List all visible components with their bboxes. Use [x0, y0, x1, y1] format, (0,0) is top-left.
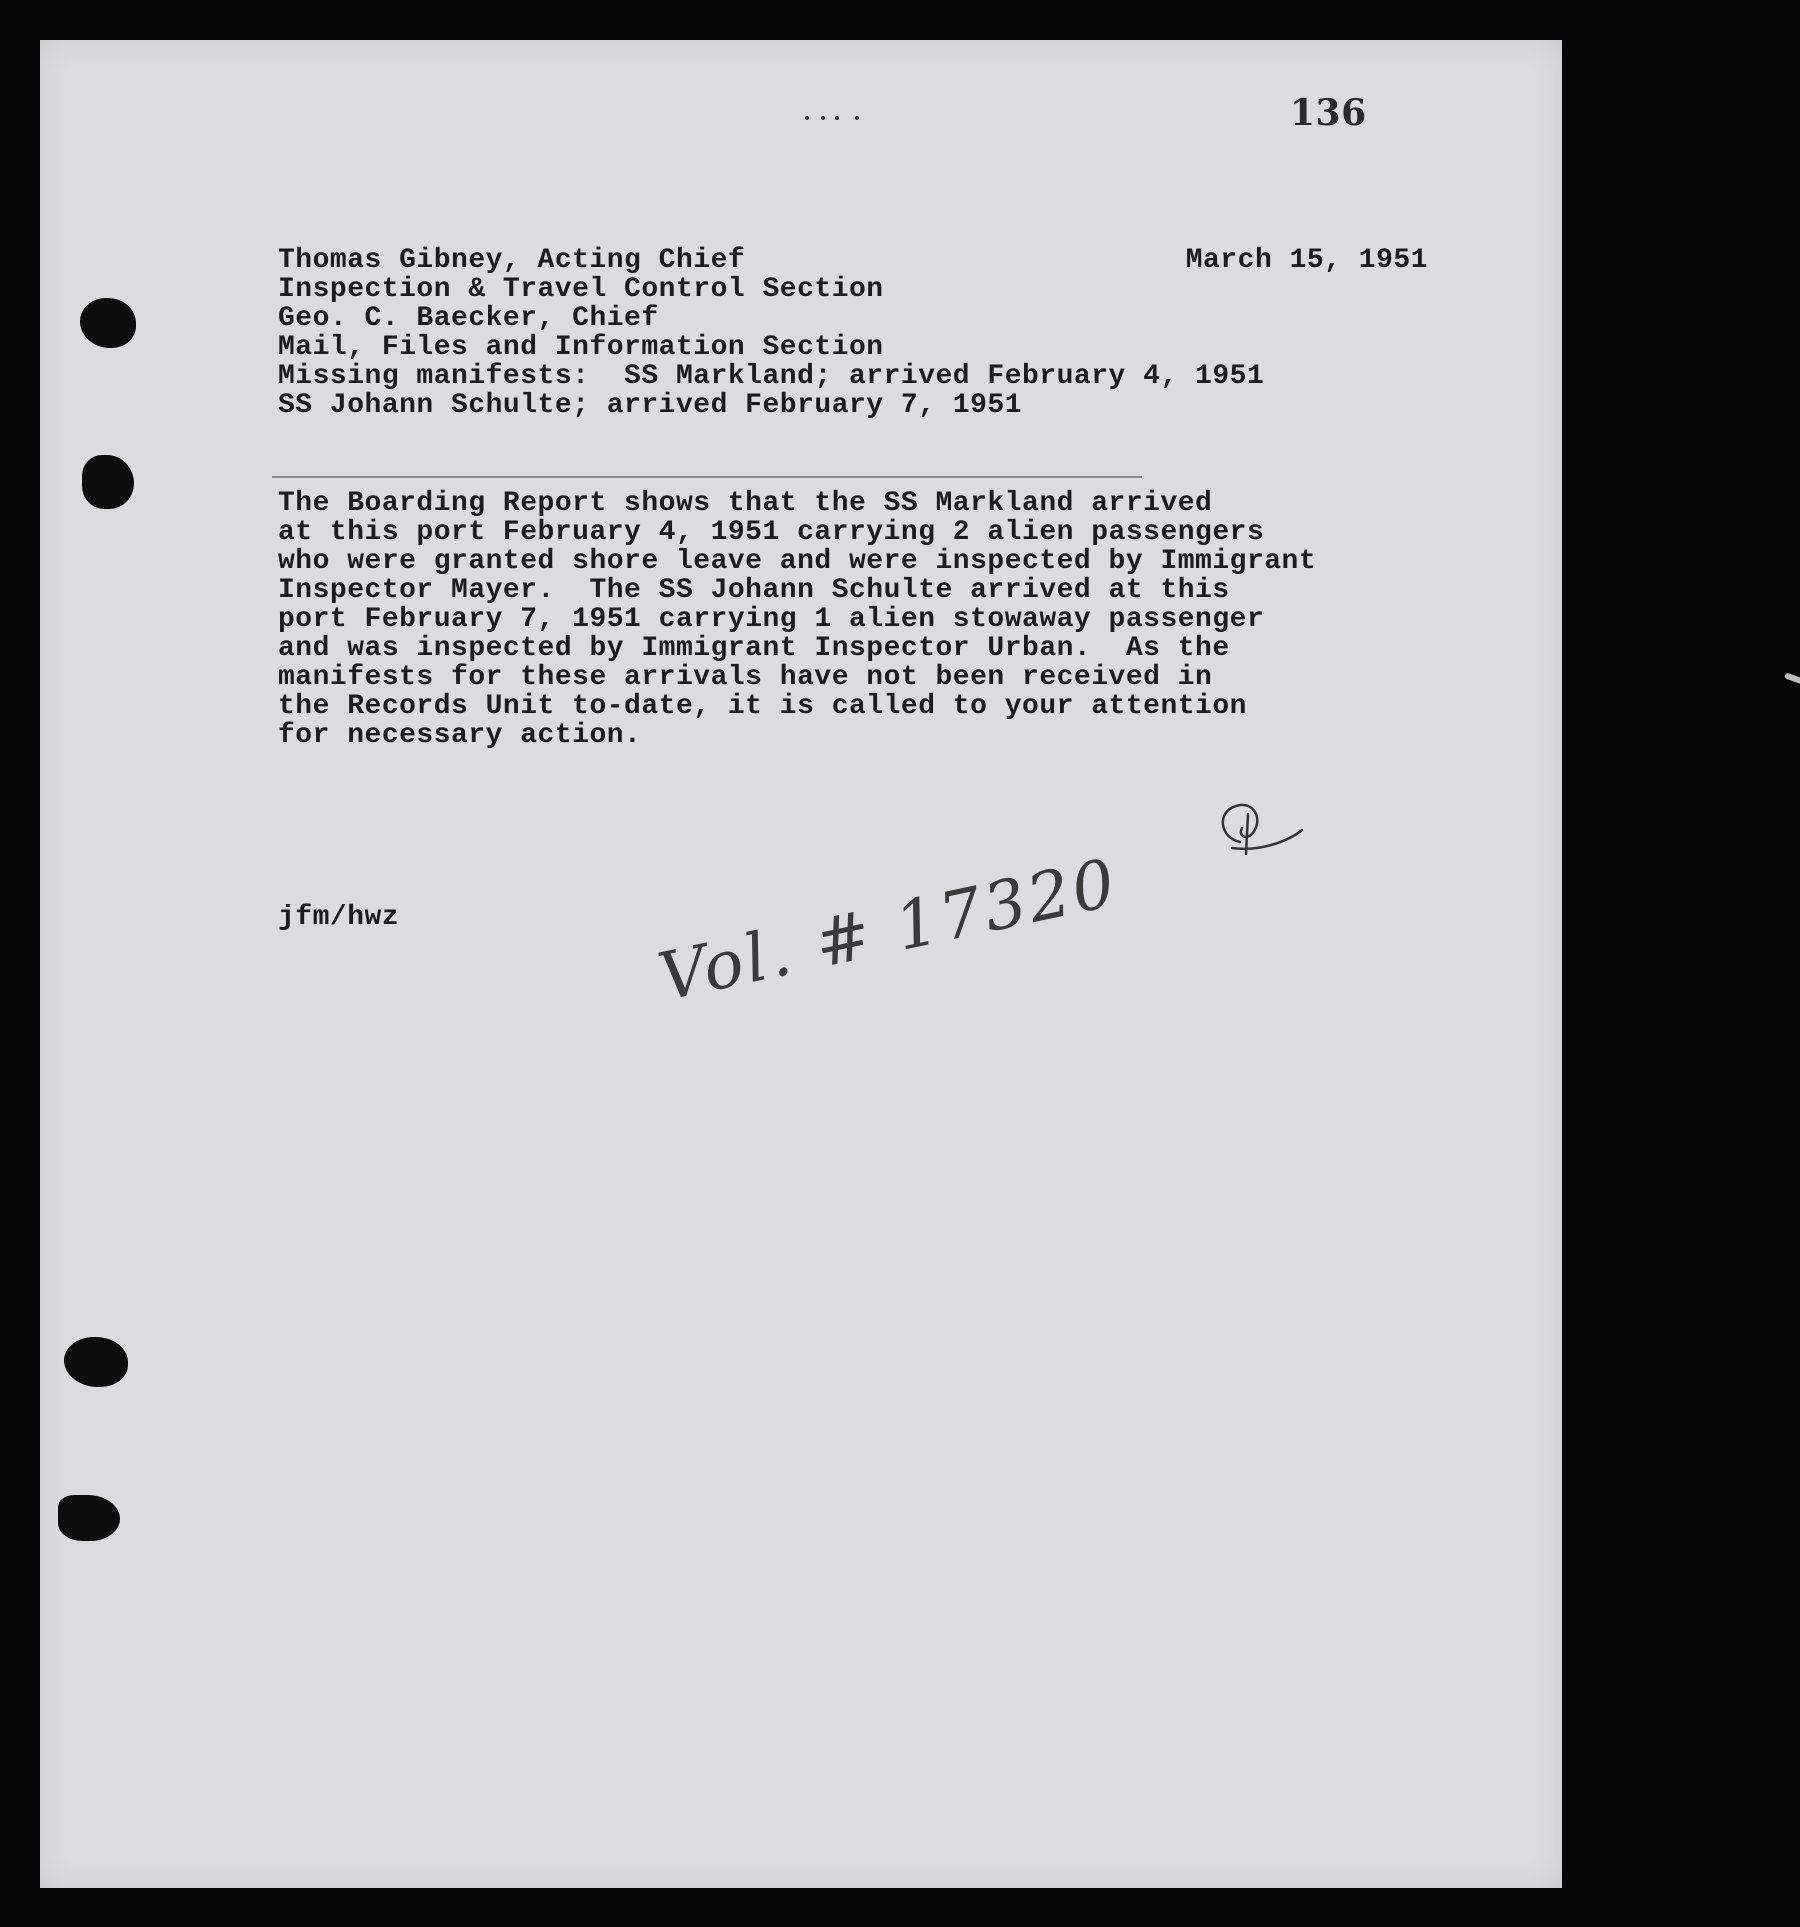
header-divider	[272, 476, 1142, 478]
body-line: the Records Unit to-date, it is called to your attention	[278, 691, 1247, 722]
memo-to-name: Thomas Gibney, Acting Chief	[278, 245, 746, 276]
memo-from-name: Geo. C. Baecker, Chief	[278, 303, 659, 334]
memo-subject-line-1: Missing manifests: SS Markland; arrived February 4, 1951	[278, 361, 1265, 392]
body-line: at this port February 4, 1951 carrying 2 alien passengers	[278, 517, 1265, 548]
punch-hole	[80, 298, 136, 348]
memo-subject-line-2: SS Johann Schulte; arrived February 7, 1951	[278, 390, 1023, 421]
body-line: The Boarding Report shows that the SS Markland arrived	[278, 488, 1213, 519]
punch-hole	[82, 455, 134, 509]
memo-to-section: Inspection & Travel Control Section	[278, 274, 884, 305]
memo-from-section: Mail, Files and Information Section	[278, 332, 884, 363]
punch-hole	[58, 1495, 120, 1541]
edge-speck	[1784, 672, 1800, 689]
punch-hole	[64, 1337, 128, 1387]
body-line: and was inspected by Immigrant Inspector Urban. As the	[278, 633, 1230, 664]
document-page	[40, 40, 1562, 1888]
body-line: port February 7, 1951 carrying 1 alien stowaway passenger	[278, 604, 1265, 635]
page-number: 136	[1290, 92, 1367, 134]
top-specks	[805, 114, 875, 124]
handwritten-initials-mark	[1202, 790, 1312, 870]
typist-initials: jfm/hwz	[278, 902, 400, 933]
body-line: manifests for these arrivals have not been received in	[278, 662, 1213, 693]
memo-date: March 15, 1951	[1185, 245, 1428, 276]
body-line: Inspector Mayer. The SS Johann Schulte arrived at this	[278, 575, 1230, 606]
body-line: who were granted shore leave and were inspected by Immigrant	[278, 546, 1317, 577]
handwritten-volume-note: Vol. # 17320	[651, 843, 1125, 1017]
body-line: for necessary action.	[278, 720, 642, 751]
